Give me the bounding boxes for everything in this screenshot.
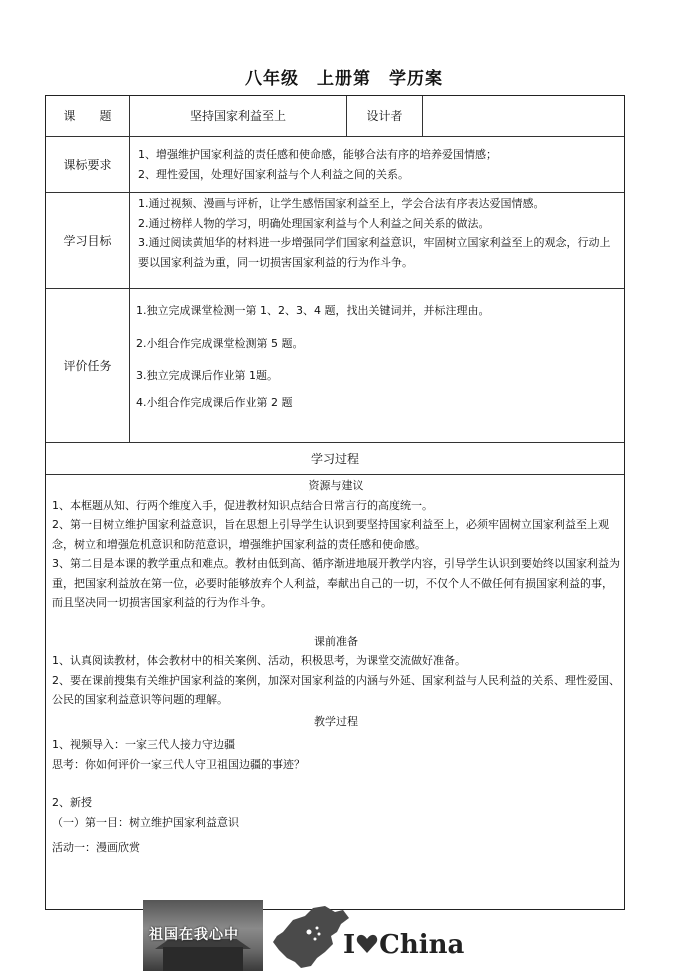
spacer bbox=[52, 613, 620, 632]
prep-item: 2、要在课前搜集有关维护国家利益的案例，加深对国家利益的内涵与外延、国家利益与人民利益的关系、理性爱国、公民的国家利益意识等问题的理解。 bbox=[52, 673, 620, 706]
goals-line: 3.通过阅读黄旭华的材料进一步增强同学们国家利益意识，牢固树立国家利益至上的观念，行动上要以国家利益为重，同一切损害国家利益的行为作斗争。 bbox=[138, 236, 611, 269]
teaching-line: 思考：你如何评价一家三代人守卫祖国边疆的事迹？ bbox=[52, 757, 305, 771]
china-word: China bbox=[379, 930, 465, 960]
goals-line: 1.通过视频、漫画与评析，让学生感悟国家利益至上，学会合法有序表达爱国情感。 bbox=[138, 197, 545, 210]
teaching-line: 活动一：漫画欣赏 bbox=[52, 841, 140, 854]
goals-content bbox=[138, 194, 618, 272]
standards-line: 1、增强维护国家利益的责任感和使命感，能够合法有序的培养爱国情感； bbox=[138, 148, 497, 161]
row-divider bbox=[46, 136, 624, 137]
row-divider bbox=[46, 288, 624, 289]
standards-content bbox=[138, 145, 618, 184]
lesson-table bbox=[45, 95, 625, 910]
col-divider bbox=[129, 96, 130, 442]
evaluation-content bbox=[136, 301, 616, 412]
goals-line: 2.通过榜样人物的学习，明确处理国家利益与个人利益之间关系的做法。 bbox=[138, 216, 490, 230]
evaluation-item: 2.小组合作完成课堂检测第 5 题。 bbox=[136, 336, 304, 350]
resources-heading: 资源与建议 bbox=[308, 479, 364, 492]
temple-building-shape bbox=[163, 947, 243, 971]
teaching-line: 1、视频导入：一家三代人接力守边疆 bbox=[52, 738, 235, 751]
designer-value bbox=[423, 96, 623, 136]
letter-i: I bbox=[343, 930, 356, 960]
motherland-banner-image bbox=[143, 900, 263, 971]
resources-item: 2、第一目树立维护国家利益意识，旨在思想上引导学生认识到要坚持国家利益至上，必须牢固树立国家利益至上观念，树立和增强危机意识和防范意识，增强维护国家利益的责任感和使命感。 bbox=[52, 518, 609, 551]
evaluation-item: 1.独立完成课堂检测一第 1、2、3、4 题，找出关键词并，并标注理由。 bbox=[136, 304, 490, 317]
row-divider bbox=[46, 192, 624, 193]
i-love-china-text bbox=[343, 930, 464, 960]
document-title: 八年级 上册第 学历案 bbox=[245, 69, 443, 89]
standards-label: 课标要求 bbox=[63, 157, 112, 172]
prep-heading: 课前准备 bbox=[314, 634, 358, 648]
teaching-line: （一）第一目：树立维护国家利益意识 bbox=[52, 815, 239, 829]
standards-line: 2、理性爱国，处理好国家利益与个人利益之间的关系。 bbox=[138, 167, 409, 181]
teaching-line: 2、新授 bbox=[52, 796, 92, 809]
resources-item: 3、第二目是本课的教学重点和难点。教材由低到高、循序渐进地展开教学内容，引导学生认识到要始终以国家利益为重，把国家利益放在第一位，必要时能够放弃个人利益，奉献出自己的一切，不仅个人不做任何有损国家利益的事，而且坚决同一切损害国家利益的行为作斗争。 bbox=[52, 557, 620, 609]
banner-caption: 祖国在我心中 bbox=[149, 927, 239, 943]
evaluation-label: 评价任务 bbox=[63, 358, 112, 373]
resources-item: 1、本框题从知、行两个维度入手，促进教材知识点结合日常言行的高度统一。 bbox=[52, 498, 433, 512]
evaluation-item: 4.小组合作完成课后作业第 2 题 bbox=[136, 395, 293, 409]
topic-value: 坚持国家利益至上 bbox=[189, 109, 286, 123]
designer-label: 设计者 bbox=[366, 109, 403, 123]
topic-label: 课 题 bbox=[63, 109, 112, 123]
heart-icon bbox=[356, 934, 378, 954]
evaluation-item: 3.独立完成课后作业第 1题。 bbox=[136, 369, 278, 382]
process-body bbox=[52, 476, 620, 858]
goals-label: 学习目标 bbox=[63, 233, 112, 248]
process-heading: 学习过程 bbox=[310, 451, 359, 466]
prep-item: 1、认真阅读教材，体会教材中的相关案例、活动，积极思考，为课堂交流做好准备。 bbox=[52, 654, 466, 667]
teaching-line bbox=[52, 774, 620, 793]
teaching-heading: 教学过程 bbox=[314, 714, 358, 728]
row-divider bbox=[46, 474, 624, 475]
